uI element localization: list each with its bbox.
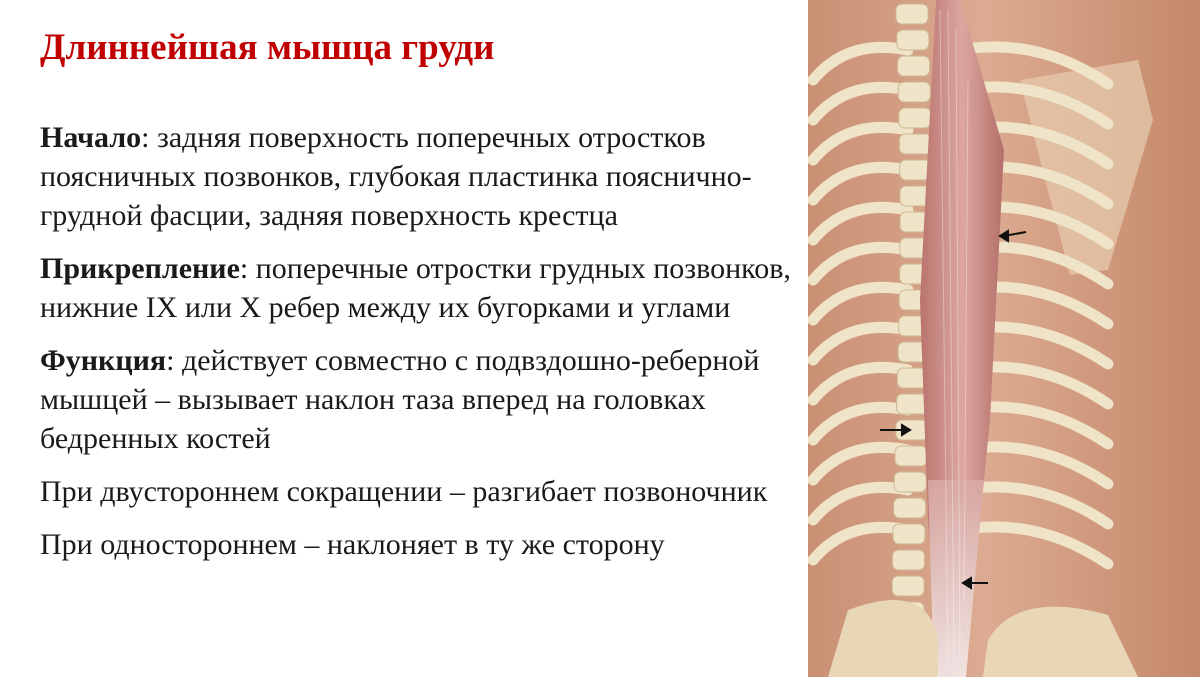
vertebra	[892, 576, 924, 596]
insertion-text: : поперечные отростки грудных позвонков, нижние IX или X ребер между их бугорками и углами	[40, 252, 791, 324]
back-anatomy-image	[808, 0, 1200, 677]
vertebra	[897, 30, 929, 50]
insertion-term: Прикрепление	[40, 252, 240, 285]
vertebra	[896, 4, 928, 24]
origin-term: Начало	[40, 121, 142, 154]
vertebra	[898, 82, 930, 102]
vertebra	[899, 134, 931, 154]
function-paragraph	[40, 341, 800, 458]
slide-title: Длиннейшая мышца груди	[40, 27, 495, 68]
function-text: : действует совместно с подвздошно-реберной мышцей – вызывает наклон таза вперед на головках бедренных костей	[40, 344, 760, 455]
origin-text: : задняя поверхность поперечных отростков поясничных позвонков, глубокая пластинка пояснично-грудной фасции, задняя поверхность крестца	[40, 121, 752, 232]
vertebra	[895, 446, 927, 466]
vertebra	[894, 498, 926, 518]
vertebra	[893, 550, 925, 570]
vertebra	[894, 472, 926, 492]
bilateral-paragraph: При двустороннем сокращении – разгибает позвоночник	[40, 475, 768, 508]
vertebra	[898, 56, 930, 76]
text-column	[40, 118, 800, 578]
unilateral-paragraph: При одностороннем – наклоняет в ту же сторону	[40, 528, 665, 561]
function-term: Функция	[40, 344, 167, 377]
origin-paragraph	[40, 118, 800, 235]
vertebra	[893, 524, 925, 544]
vertebra	[899, 108, 931, 128]
anatomy-illustration	[808, 0, 1200, 677]
insertion-paragraph	[40, 249, 800, 327]
